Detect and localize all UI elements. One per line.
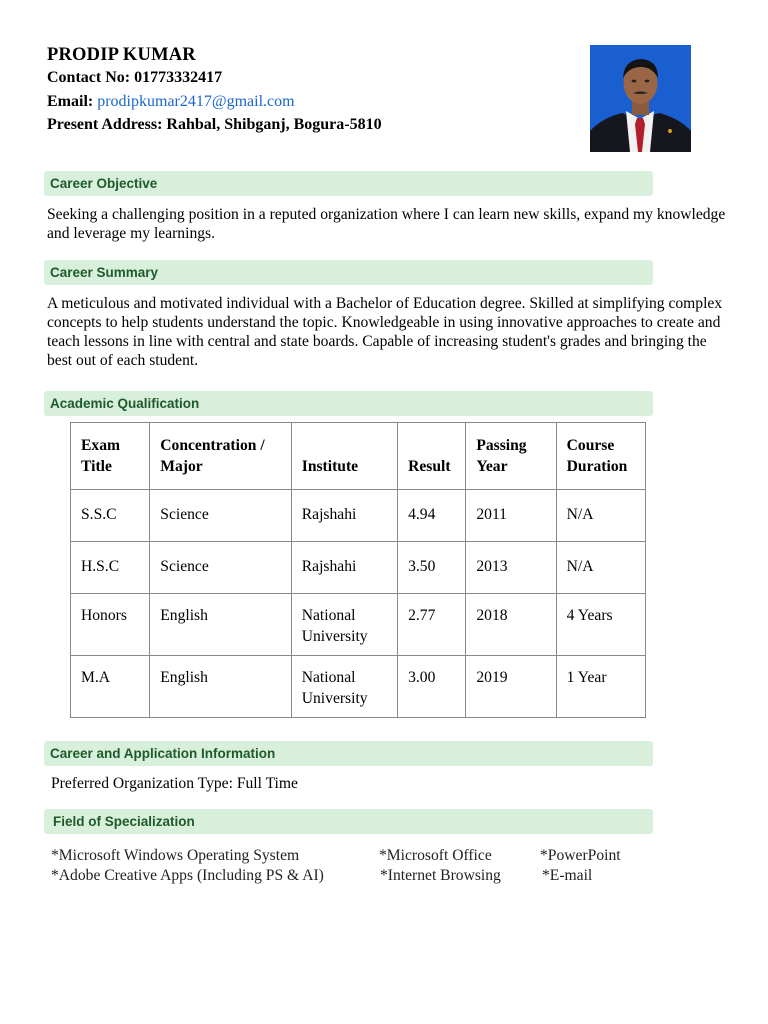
table-cell: S.S.C: [71, 490, 150, 542]
table-cell: National University: [291, 656, 397, 718]
email-label: Email:: [47, 93, 94, 110]
table-cell: N/A: [556, 490, 645, 542]
table-cell: Science: [150, 542, 291, 594]
table-cell: Rajshahi: [291, 490, 397, 542]
list-item: *Microsoft Office: [379, 847, 492, 864]
career-summary-text: A meticulous and motivated individual with a Bachelor of Education degree. Skilled at simplifying complex concepts to help students understand the topic. Knowledgeable in using innovative approaches to create and teach lessons in line with central and state boards. Capable of increasing student's grades and bringing the best out of each student.: [47, 295, 723, 369]
list-item: *PowerPoint: [540, 847, 621, 864]
column-header: Result: [398, 423, 466, 490]
section-header-academic-qualification: Academic Qualification: [44, 391, 653, 416]
preferred-organization-type: Preferred Organization Type: Full Time: [51, 775, 298, 792]
table-cell: 4 Years: [556, 594, 645, 656]
contact-number: 01773332417: [134, 69, 223, 86]
section-header-career-objective: Career Objective: [44, 171, 653, 196]
email-line: [47, 93, 295, 111]
table-cell: 2018: [466, 594, 556, 656]
table-cell: English: [150, 656, 291, 718]
address-line: [47, 116, 382, 134]
table-cell: National University: [291, 594, 397, 656]
table-cell: 2.77: [398, 594, 466, 656]
table-row: [71, 656, 646, 718]
section-header-career-application: Career and Application Information: [44, 741, 653, 766]
email-link[interactable]: prodipkumar2417@gmail.com: [97, 93, 295, 110]
column-header: Institute: [291, 423, 397, 490]
section-header-field-of-specialization: Field of Specialization: [44, 809, 653, 834]
column-header: Concentration / Major: [150, 423, 291, 490]
table-row: [71, 594, 646, 656]
list-item: *Internet Browsing: [380, 867, 501, 884]
list-item: *Adobe Creative Apps (Including PS & AI): [51, 867, 324, 884]
column-header: Course Duration: [556, 423, 645, 490]
candidate-name: PRODIP KUMAR: [47, 45, 196, 65]
table-cell: 2019: [466, 656, 556, 718]
portrait-illustration: [590, 45, 691, 152]
column-header: Exam Title: [71, 423, 150, 490]
table-cell: 3.00: [398, 656, 466, 718]
table-cell: H.S.C: [71, 542, 150, 594]
table-cell: 2013: [466, 542, 556, 594]
table-cell: N/A: [556, 542, 645, 594]
column-header: Passing Year: [466, 423, 556, 490]
table-cell: English: [150, 594, 291, 656]
table-row: [71, 542, 646, 594]
address-value: Rahbal, Shibganj, Bogura-5810: [166, 116, 382, 133]
table-cell: 2011: [466, 490, 556, 542]
profile-photo: [590, 45, 691, 152]
career-objective-text: Seeking a challenging position in a reputed organization where I can learn new skills, expand my knowledge and leverage my learnings.: [47, 206, 726, 242]
table-cell: Rajshahi: [291, 542, 397, 594]
table-cell: 1 Year: [556, 656, 645, 718]
table-header-row: [71, 423, 646, 490]
address-label: Present Address:: [47, 116, 163, 133]
list-item: *Microsoft Windows Operating System: [51, 847, 300, 864]
table-cell: 4.94: [398, 490, 466, 542]
contact-label: Contact No:: [47, 69, 131, 86]
table-cell: Honors: [71, 594, 150, 656]
contact-line: [47, 69, 222, 87]
list-item: *E-mail: [542, 867, 593, 884]
academic-qualification-table: [70, 422, 646, 718]
table-row: [71, 490, 646, 542]
table-cell: 3.50: [398, 542, 466, 594]
table-cell: M.A: [71, 656, 150, 718]
section-header-career-summary: Career Summary: [44, 260, 653, 285]
table-cell: Science: [150, 490, 291, 542]
